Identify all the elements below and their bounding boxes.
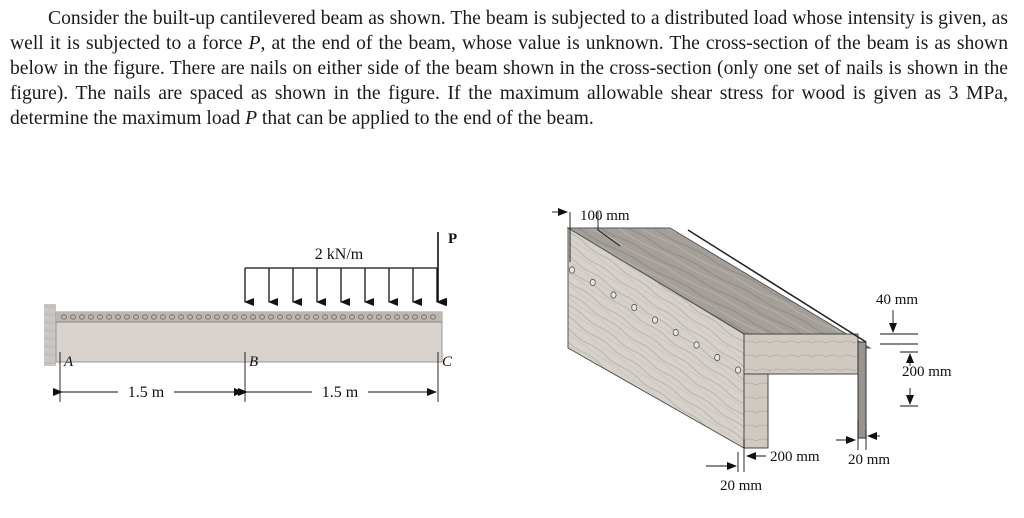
beam-figure: [44, 231, 457, 402]
right-web-end-grain: [858, 342, 866, 438]
point-b-label: B: [249, 354, 259, 370]
beam-top-flange: [56, 312, 442, 322]
load-intensity-label: 2 kN/m: [314, 246, 364, 263]
fixed-wall-support: [44, 304, 56, 366]
nail-head: [652, 317, 657, 323]
nail-head: [735, 367, 740, 373]
nail-head: [590, 279, 595, 285]
right-web-thickness-dimension: 20 mm: [848, 452, 891, 468]
span-ab-dimension: 1.5 m: [127, 384, 165, 401]
point-c-label: C: [442, 354, 453, 370]
nail-head: [632, 304, 637, 310]
nail-head: [611, 292, 616, 298]
nail-head: [673, 329, 678, 335]
nail-head: [715, 354, 720, 360]
nail-head: [569, 267, 574, 273]
force-symbol: P: [245, 108, 258, 129]
force-symbol: P: [248, 33, 261, 54]
nail-head: [694, 342, 699, 348]
flange-width-dimension: 200 mm: [770, 449, 820, 465]
point-force-label: P: [448, 231, 458, 247]
left-web-thickness-dimension: 20 mm: [720, 478, 763, 494]
span-bc-dimension: 1.5 m: [321, 384, 359, 401]
point-a-label: A: [64, 354, 74, 370]
web-height-dimension: 200 mm: [902, 364, 952, 380]
problem-text-3: that can be applied to the end of the beam.: [257, 108, 594, 129]
problem-text-1: Consider the built-up cantilevered beam as shown. The beam is subjected to a distributed load whose intensity is given, as well it is subjected to a force: [10, 8, 1008, 54]
problem-text-2: , at the end of the beam, whose value is unknown. The cross-section of the beam is as shown below in the figure. There are nails on either side of the beam shown in the cross-section (only one set of nails is shown in the figure). The nails are spaced as shown in the figure. If the maximum allowable shear stress for wood is given as 3 MPa, determine the maximum load: [10, 33, 1008, 129]
section-figure: [552, 208, 952, 494]
nail-spacing-dimension: 100 mm: [580, 208, 630, 224]
flange-end-grain: [744, 334, 858, 374]
distributed-load: [245, 268, 437, 302]
flange-thickness-dimension: 40 mm: [876, 292, 919, 308]
